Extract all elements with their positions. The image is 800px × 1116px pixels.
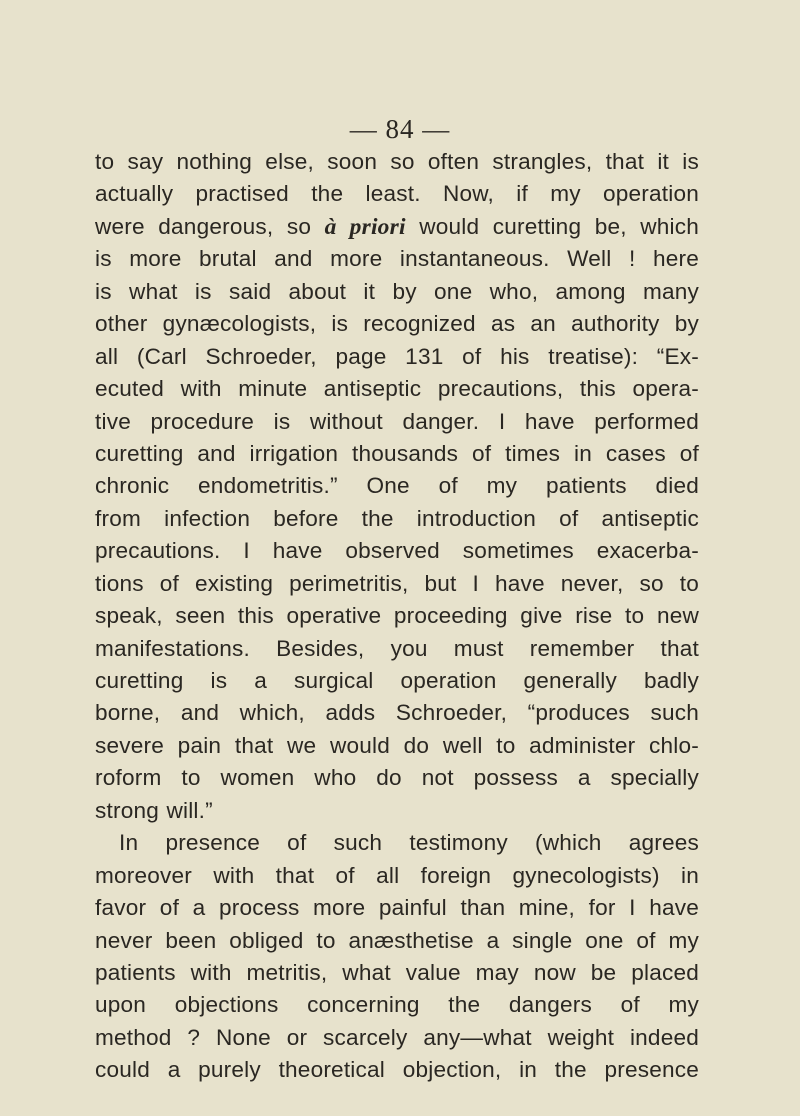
text-line: all (Carl Schroeder, page 131 of his treatise): “Ex- <box>95 343 699 369</box>
text-line: ecuted with minute antiseptic precautions, this opera- <box>95 376 699 402</box>
text-line: patients with metritis, what value may now be placed <box>95 959 699 985</box>
text-line: is what is said about it by one who, among many <box>95 278 699 304</box>
text-line: borne, and which, adds Schroeder, “produces such <box>95 700 699 726</box>
text-segment: were dangerous, so <box>95 213 325 239</box>
text-line: could a purely theoretical objection, in the presence <box>95 1057 699 1083</box>
text-line: actually practised the least. Now, if my operation <box>95 181 699 207</box>
text-line: other gynæcologists, is recognized as an authority by <box>95 311 699 337</box>
text-line: speak, seen this operative proceeding give rise to new <box>95 603 699 629</box>
text-segment: would curetting be, which <box>405 213 699 239</box>
text-line: manifestations. Besides, you must remember that <box>95 635 699 661</box>
text-line: chronic endometritis.” One of my patients died <box>95 473 699 499</box>
text-line: is more brutal and more instantaneous. Well ! here <box>95 246 699 272</box>
text-line: method ? None or scarcely any—what weight indeed <box>95 1024 699 1050</box>
text-line: In presence of such testimony (which agrees <box>119 830 699 856</box>
text-line: severe pain that we would do well to administer chlo- <box>95 732 699 758</box>
body-text <box>95 146 699 1087</box>
text-line <box>95 211 699 243</box>
text-line: tive procedure is without danger. I have performed <box>95 408 699 434</box>
text-line: moreover with that of all foreign gynecologists) in <box>95 862 699 888</box>
text-line: curetting and irrigation thousands of times in cases of <box>95 440 699 466</box>
text-line: roform to women who do not possess a specially <box>95 765 699 791</box>
italic-phrase: à priori <box>324 213 406 240</box>
text-line: precautions. I have observed sometimes exacerba- <box>95 538 699 564</box>
text-line: strong will.” <box>95 797 213 823</box>
page-number: — 84 — <box>349 114 451 144</box>
text-line: never been obliged to anæsthetise a single one of my <box>95 927 699 953</box>
text-line: curetting is a surgical operation generally badly <box>95 668 699 693</box>
text-line: from infection before the introduction of antiseptic <box>95 505 699 531</box>
text-line: tions of existing perimetritis, but I have never, so to <box>95 570 699 596</box>
text-line: favor of a process more painful than mine, for I have <box>95 895 699 921</box>
text-line: upon objections concerning the dangers of my <box>95 992 699 1018</box>
text-line: to say nothing else, soon so often strangles, that it is <box>95 149 699 174</box>
